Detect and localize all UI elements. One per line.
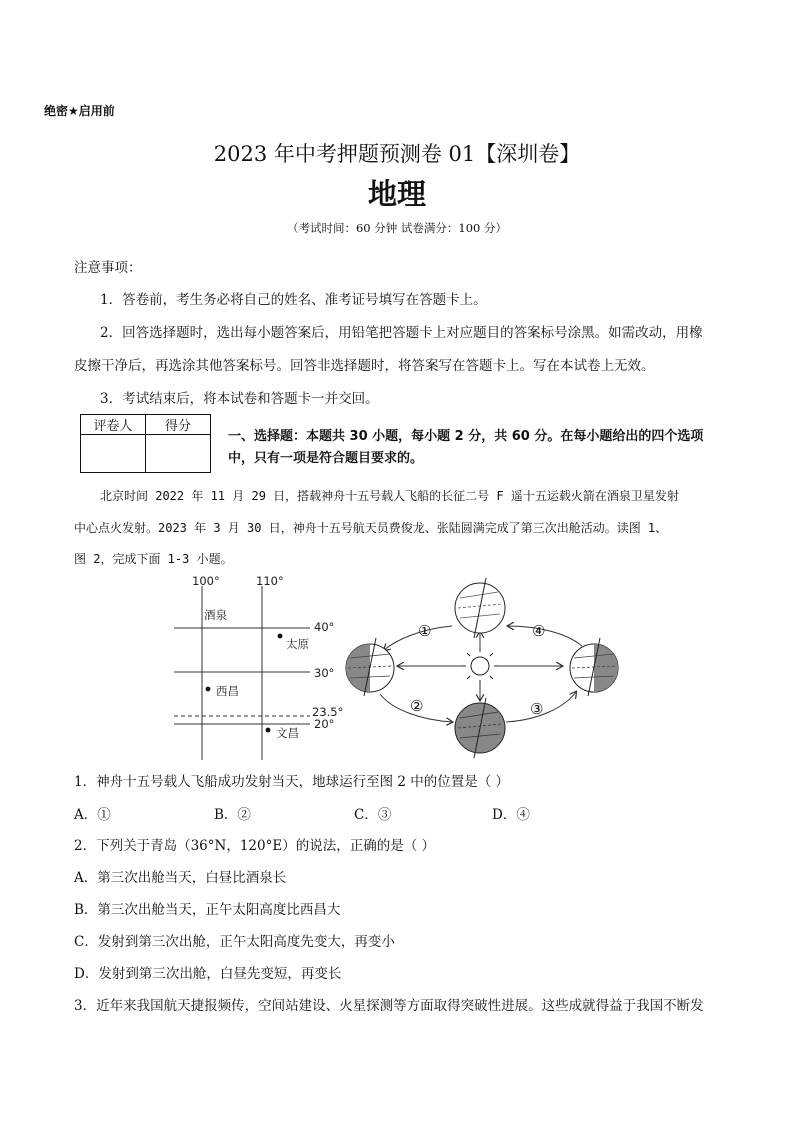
question-2-option-b[interactable]: B．第三次出舱当天，正午太阳高度比西昌大 <box>74 902 341 918</box>
score-header: 得分 <box>146 415 211 435</box>
position-4-label: ④ <box>532 622 546 640</box>
lon-label-110: 110° <box>256 574 284 588</box>
note-item-1: 1．答卷前，考生务必将自己的姓名、准考证号填写在答题卡上。 <box>100 292 487 308</box>
earth-right-icon <box>570 638 618 696</box>
position-3-label: ③ <box>530 700 544 718</box>
sun-icon <box>462 648 498 684</box>
note-item-3: 3．考试结束后，将本试卷和答题卡一并交回。 <box>100 391 379 407</box>
place-wenchang: 文昌 <box>276 726 299 740</box>
question-1-option-a[interactable]: A．① <box>74 807 111 823</box>
exam-title: 2023 年中考押题预测卷 01【深圳卷】 <box>213 142 581 166</box>
question-2-stem: 2．下列关于青岛（36°N，120°E）的说法，正确的是（ ） <box>74 838 435 854</box>
question-2-option-d[interactable]: D．发射到第三次出舱，白昼先变短，再变长 <box>74 966 342 982</box>
passage-line-2: 中心点火发射。2023 年 3 月 30 日，神舟十五号航天员费俊龙、张陆圆满完成了第三次出舱活动。读图 1、 <box>74 521 668 535</box>
question-2-option-a[interactable]: A．第三次出舱当天，白昼比酒泉长 <box>74 870 287 886</box>
notes-heading: 注意事项： <box>74 260 142 276</box>
note-item-2-line-1: 2．回答选择题时，选出每小题答案后，用铅笔把答题卡上对应题目的答案标号涂黑。如需改动，用橡 <box>100 325 703 341</box>
lat-label-23-5: 23.5° <box>312 705 344 719</box>
place-taiyuan: 太原 <box>286 637 309 651</box>
subject-title: 地理 <box>367 177 426 211</box>
position-1-label: ① <box>418 622 432 640</box>
lat-label-30: 30° <box>314 666 335 680</box>
exam-info: （考试时间：60 分钟 试卷满分：100 分） <box>286 221 508 235</box>
grader-cell[interactable] <box>81 435 146 473</box>
earth-left-icon <box>346 638 394 696</box>
place-jiuquan: 酒泉 <box>204 608 227 622</box>
section-title-line-1: 一、选择题：本题共 30 小题，每小题 2 分，共 60 分。在每小题给出的四个选项 <box>228 429 704 444</box>
question-2-option-c[interactable]: C．发射到第三次出舱，正午太阳高度先变大，再变小 <box>74 934 395 950</box>
figures <box>170 574 630 760</box>
section-title <box>228 426 728 470</box>
confidential-label: 绝密★启用前 <box>44 104 115 118</box>
passage-line-3: 图 2，完成下面 1-3 小题。 <box>74 552 233 566</box>
score-table <box>80 414 211 473</box>
grader-header: 评卷人 <box>81 415 146 435</box>
question-3-stem: 3．近年来我国航天捷报频传，空间站建设、火星探测等方面取得突破性进展。这些成就得益于我国不断发 <box>74 998 704 1014</box>
score-cell[interactable] <box>146 435 211 473</box>
dot-wenchang <box>266 728 271 733</box>
earth-bottom-icon <box>455 698 505 758</box>
position-2-label: ② <box>410 697 424 715</box>
lat-label-40: 40° <box>314 620 335 634</box>
section-title-line-2: 中，只有一项是符合题目要求的。 <box>228 451 424 466</box>
question-1-option-d[interactable]: D．④ <box>492 807 530 823</box>
dot-taiyuan <box>278 634 283 639</box>
question-1-option-b[interactable]: B．② <box>214 807 251 823</box>
lon-label-100: 100° <box>192 574 220 588</box>
passage-line-1: 北京时间 2022 年 11 月 29 日，搭载神舟十五号载人飞船的长征二号 F 遥十五运载火箭在酒泉卫星发射 <box>100 489 679 503</box>
lat-label-20: 20° <box>314 717 335 731</box>
note-item-2-line-2: 皮擦干净后，再选涂其他答案标号。回答非选择题时，将答案写在答题卡上。写在本试卷上无效。 <box>74 358 655 374</box>
place-xichang: 西昌 <box>216 684 239 698</box>
figure-2-orbit <box>346 578 618 758</box>
earth-top-icon <box>455 578 505 638</box>
dot-xichang <box>206 687 211 692</box>
question-1-stem: 1．神舟十五号载人飞船成功发射当天，地球运行至图 2 中的位置是（ ） <box>74 774 510 790</box>
question-1-option-c[interactable]: C．③ <box>354 807 392 823</box>
